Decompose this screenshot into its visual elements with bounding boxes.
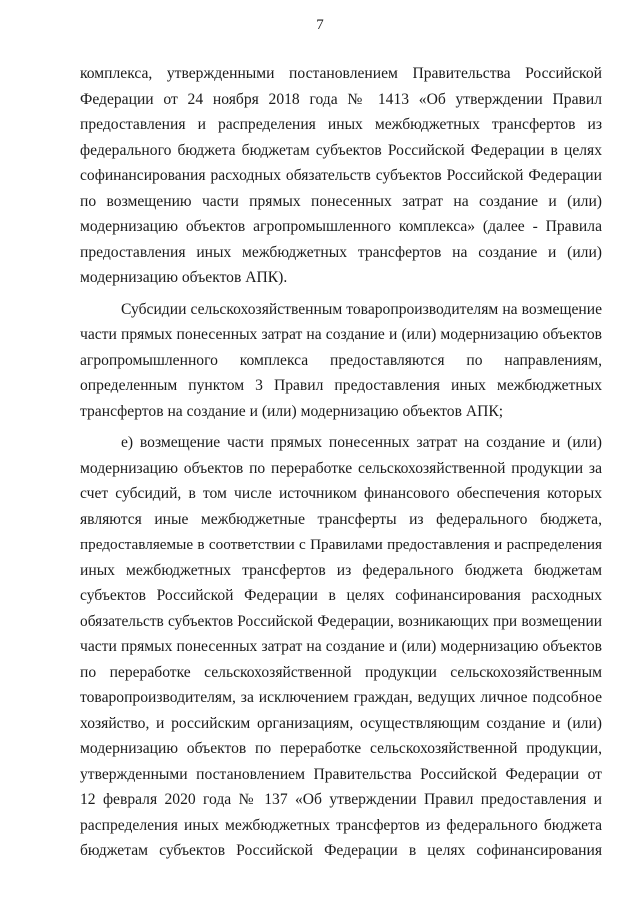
text-line: предоставления и распределения иных межбюджетных трансфертов из (80, 116, 602, 133)
text-line: модернизацию объектов АПК). (80, 269, 288, 286)
text-line: определенным пунктом 3 Правил предоставления иных межбюджетных (80, 377, 602, 394)
document-body (80, 61, 602, 864)
text-line: по возмещению части прямых понесенных затрат на создание и (или) (80, 192, 602, 210)
paragraph-subsidies-apk (80, 297, 602, 425)
text-line: являются иные межбюджетные трансферты из федерального бюджета, (80, 510, 602, 528)
text-line: модернизацию объектов по переработке сельскохозяйственной продукции за (80, 459, 602, 477)
text-line: агропромышленного комплекса предоставляются по направлениям, (80, 351, 602, 369)
text-line: части прямых понесенных затрат на создание и (или) модернизацию объектов (80, 638, 602, 655)
text-line: хозяйство, и российским организациям, осуществляющим создание и (или) (80, 714, 602, 732)
text-line: предоставляемые в соответствии с Правилами предоставления и распределения (80, 536, 602, 553)
text-line: софинансирования расходных обязательств субъектов Российской Федерации (80, 167, 602, 184)
text-line: е) возмещение части прямых понесенных затрат на создание и (или) (121, 434, 602, 451)
text-line: федерального бюджета бюджетам субъектов Российской Федерации в целях (80, 141, 602, 159)
text-line: утвержденными постановлением Правительства Российской Федерации от (80, 765, 602, 783)
text-line: части прямых понесенных затрат на создание и (или) модернизацию объектов (80, 326, 602, 343)
text-line: модернизацию объектов агропромышленного комплекса» (далее - Правила (80, 218, 602, 235)
text-line: модернизацию объектов по переработке сельскохозяйственной продукции, (80, 740, 602, 757)
text-line: распределения иных межбюджетных трансфертов из федерального бюджета (80, 816, 602, 834)
text-line: по переработке сельскохозяйственной продукции сельскохозяйственным (80, 663, 602, 681)
text-line: 12 февраля 2020 года № 137 «Об утверждении Правил предоставления и (80, 791, 602, 808)
text-line: комплекса, утвержденными постановлением Правительства Российской (80, 65, 602, 82)
page-number: 7 (316, 17, 324, 33)
text-line: товаропроизводителям, за исключением граждан, ведущих личное подсобное (80, 689, 602, 706)
text-line: счет субсидий, в том числе источником финансового обеспечения которых (80, 485, 602, 502)
text-line: Субсидии сельскохозяйственным товаропроизводителям на возмещение (121, 300, 602, 318)
text-line: субъектов Российской Федерации в целях софинансирования расходных (80, 587, 602, 604)
paragraph-item-e (80, 430, 602, 864)
text-line: обязательств субъектов Российской Федерации, возникающих при возмещении (80, 612, 602, 630)
text-line: бюджетам субъектов Российской Федерации в целях софинансирования (80, 842, 602, 859)
text-line: Федерации от 24 ноября 2018 года № 1413 «Об утверждении Правил (80, 90, 602, 108)
text-line: трансфертов на создание и (или) модернизацию объектов АПК; (80, 402, 504, 420)
text-line: предоставления иных межбюджетных трансфертов на создание и (или) (80, 243, 602, 261)
paragraph-rules-reference (80, 61, 602, 291)
text-line: иных межбюджетных трансфертов из федерального бюджета бюджетам (80, 561, 602, 579)
